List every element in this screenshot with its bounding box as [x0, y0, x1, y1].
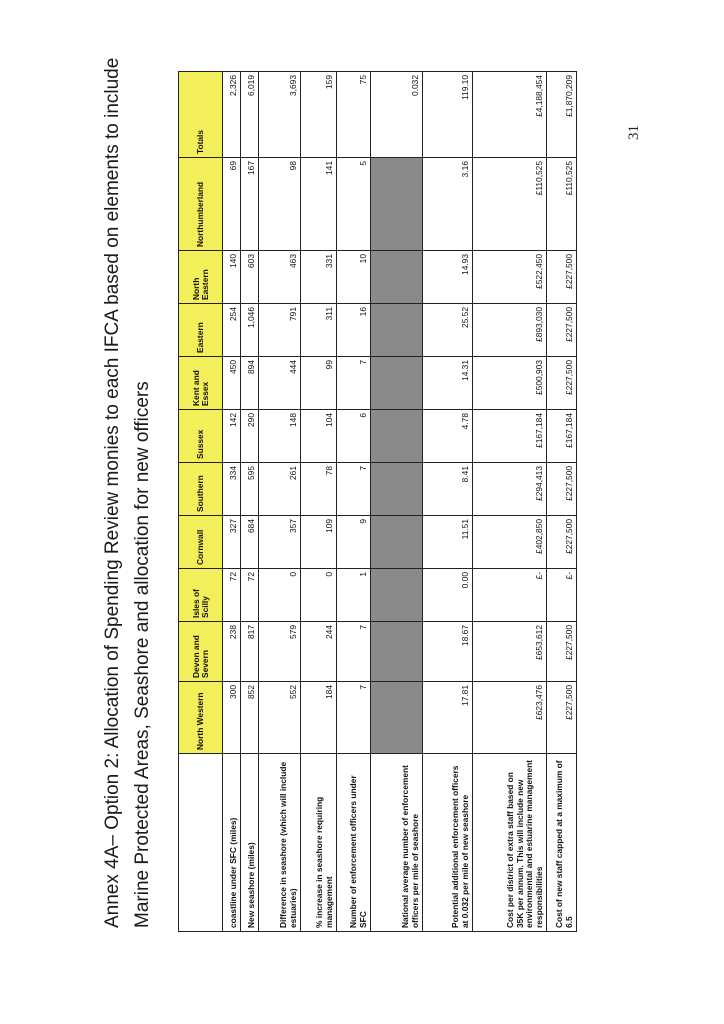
table-cell: 18.67 [423, 622, 473, 682]
table-cell: 603 [241, 251, 259, 304]
row-label: New seashore (miles) [241, 754, 259, 932]
table-cell: £402,850 [473, 516, 547, 569]
table-row [223, 72, 241, 932]
title-line-1: Annex 4A– Option 2: Allocation of Spending Review monies to each IFCA based on elements to include [102, 57, 123, 928]
table-cell: 261 [259, 463, 301, 516]
table-cell-total: 119.10 [423, 72, 473, 158]
table-cell: 0 [301, 569, 337, 622]
table-cell: 357 [259, 516, 301, 569]
table-row [301, 72, 337, 932]
table-cell: 25.52 [423, 304, 473, 357]
title-line-2: Marine Protected Areas, Seashore and allocation for new officers [132, 381, 153, 928]
table-cell: 16 [337, 304, 371, 357]
table-cell: 7 [337, 682, 371, 754]
table-cell: 10 [337, 251, 371, 304]
table-cell: £653,612 [473, 622, 547, 682]
table-cell: 300 [223, 682, 241, 754]
table-cell: £227,500 [547, 682, 577, 754]
table-cell: £893,030 [473, 304, 547, 357]
row-label: Difference in seashore (which will include estuaries) [259, 754, 301, 932]
table-cell: £623,476 [473, 682, 547, 754]
shaded-cell [371, 569, 423, 622]
table-cell: £227,500 [547, 304, 577, 357]
table-row [371, 72, 423, 932]
table-cell: £294,413 [473, 463, 547, 516]
header-corner [179, 754, 223, 932]
table-cell: 104 [301, 410, 337, 463]
table-cell: 4.78 [423, 410, 473, 463]
table-cell: 852 [241, 682, 259, 754]
table-cell: 1,046 [241, 304, 259, 357]
shaded-cell [371, 622, 423, 682]
table-cell: 684 [241, 516, 259, 569]
table-cell-total: 75 [337, 72, 371, 158]
table-row [423, 72, 473, 932]
table-cell: 0 [259, 569, 301, 622]
column-header: North Eastern [179, 251, 223, 304]
table-cell: 552 [259, 682, 301, 754]
table-cell: 894 [241, 357, 259, 410]
table-cell-total: £4,188,454 [473, 72, 547, 158]
column-header: Northumberland [179, 158, 223, 251]
table-cell: 99 [301, 357, 337, 410]
table-cell: 595 [241, 463, 259, 516]
table-cell: 1 [337, 569, 371, 622]
table-cell: £500,903 [473, 357, 547, 410]
column-header: Totals [179, 72, 223, 158]
table-cell: £- [547, 569, 577, 622]
table-cell: 463 [259, 251, 301, 304]
column-header: Devon and Severn [179, 622, 223, 682]
table-cell: 69 [223, 158, 241, 251]
table-cell: 334 [223, 463, 241, 516]
shaded-cell [371, 251, 423, 304]
table-cell: £227,500 [547, 357, 577, 410]
table-cell: 238 [223, 622, 241, 682]
table-cell-total: 0.032 [371, 72, 423, 158]
table-cell: £- [473, 569, 547, 622]
table-cell: 148 [259, 410, 301, 463]
table-cell: £167,184 [547, 410, 577, 463]
table-cell: 5 [337, 158, 371, 251]
table-cell: 14.93 [423, 251, 473, 304]
table-row [547, 72, 577, 932]
table-cell: £227,500 [547, 251, 577, 304]
table-cell: 141 [301, 158, 337, 251]
table-cell: £522,450 [473, 251, 547, 304]
column-header: Cornwall [179, 516, 223, 569]
table-cell-total: 3,693 [259, 72, 301, 158]
table-cell: 142 [223, 410, 241, 463]
table-cell: 11.51 [423, 516, 473, 569]
column-header: Southern [179, 463, 223, 516]
table-row [241, 72, 259, 932]
table-cell: 167 [241, 158, 259, 251]
table-cell: 72 [241, 569, 259, 622]
table-cell: 7 [337, 463, 371, 516]
allocation-table [178, 71, 577, 932]
column-header: North Western [179, 682, 223, 754]
row-label: National average number of enforcement officers per mile of seashore [371, 754, 423, 932]
table-cell: 7 [337, 622, 371, 682]
table-cell: £110,525 [547, 158, 577, 251]
table-cell: 17.81 [423, 682, 473, 754]
shaded-cell [371, 516, 423, 569]
column-header: Isles of Scilly [179, 569, 223, 622]
table-cell: 109 [301, 516, 337, 569]
table-cell: 7 [337, 357, 371, 410]
page-number: 31 [626, 125, 642, 140]
table-cell: 244 [301, 622, 337, 682]
table-row [337, 72, 371, 932]
row-label: Cost of new staff capped at a maximum of 6.5 [547, 754, 577, 932]
table-cell: 14.31 [423, 357, 473, 410]
shaded-cell [371, 357, 423, 410]
row-label: Potential additional enforcement officers at 0.032 per mile of new seashore [423, 754, 473, 932]
table-cell: 78 [301, 463, 337, 516]
table-cell: 3.16 [423, 158, 473, 251]
table-cell: £110,525 [473, 158, 547, 251]
shaded-cell [371, 158, 423, 251]
table-cell: 254 [223, 304, 241, 357]
table-cell-total: £1,870,209 [547, 72, 577, 158]
shaded-cell [371, 682, 423, 754]
table-header-row [179, 72, 223, 932]
table-cell: 9 [337, 516, 371, 569]
shaded-cell [371, 463, 423, 516]
table-cell: 98 [259, 158, 301, 251]
table-cell: 184 [301, 682, 337, 754]
table-cell: 8.41 [423, 463, 473, 516]
shaded-cell [371, 410, 423, 463]
table-cell: 72 [223, 569, 241, 622]
table-cell: 791 [259, 304, 301, 357]
table-cell: 579 [259, 622, 301, 682]
table-cell: 444 [259, 357, 301, 410]
page-title [98, 48, 158, 928]
table-cell: 290 [241, 410, 259, 463]
row-label: Cost per district of extra staff based on 35K per annum. This will include new environmental and estuarine management responsibilities [473, 754, 547, 932]
table-row [473, 72, 547, 932]
table-cell: 140 [223, 251, 241, 304]
table-cell: £227,500 [547, 622, 577, 682]
row-label: Number of enforcement officers under SFC [337, 754, 371, 932]
table-cell: 6 [337, 410, 371, 463]
table-cell: 450 [223, 357, 241, 410]
row-label: % increase in seashore requiring management [301, 754, 337, 932]
table-cell: £227,500 [547, 516, 577, 569]
table-cell: £167,184 [473, 410, 547, 463]
row-label: coastline under SFC (miles) [223, 754, 241, 932]
table-cell-total: 159 [301, 72, 337, 158]
table-cell: 331 [301, 251, 337, 304]
column-header: Eastern [179, 304, 223, 357]
table-cell-total: 2,326 [223, 72, 241, 158]
table-cell: 817 [241, 622, 259, 682]
table-row [259, 72, 301, 932]
table-cell: 311 [301, 304, 337, 357]
column-header: Kent and Essex [179, 357, 223, 410]
shaded-cell [371, 304, 423, 357]
table-cell-total: 6,019 [241, 72, 259, 158]
table-cell: 0.00 [423, 569, 473, 622]
table-cell: £227,500 [547, 463, 577, 516]
column-header: Sussex [179, 410, 223, 463]
table-cell: 327 [223, 516, 241, 569]
